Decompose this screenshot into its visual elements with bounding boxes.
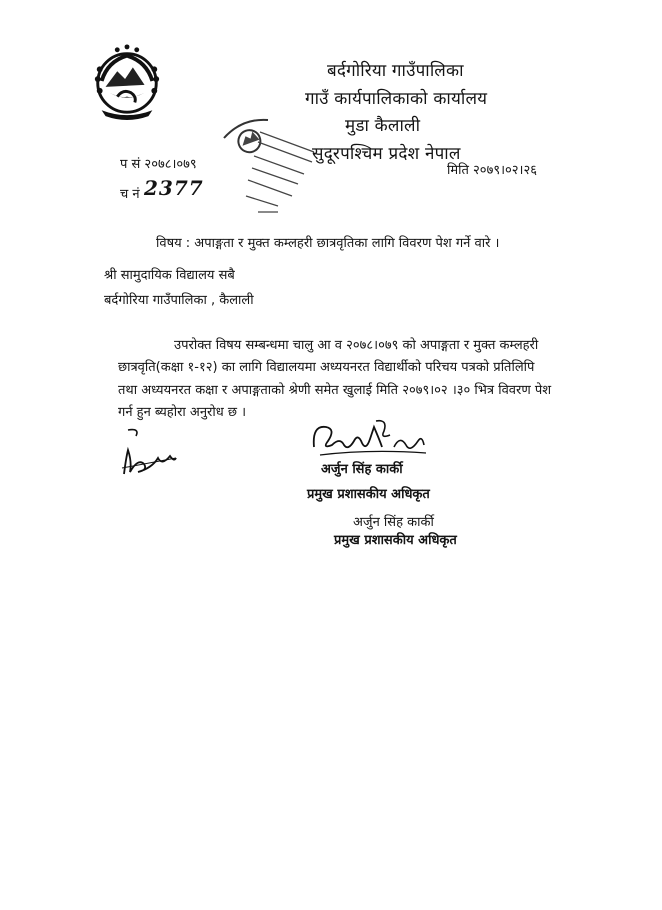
letter-date: मिति २०७९।०२।२६: [447, 163, 537, 178]
subject-line: विषय : अपाङ्गता र मुक्त कम्लहरी छात्रवृतिका लागि विवरण पेश गर्ने वारे ।: [156, 236, 500, 251]
letterhead-province: सुदूरपश्चिम प्रदेश नेपाल: [312, 144, 461, 164]
typed-officer-name: अर्जुन सिंह कार्की: [353, 515, 434, 530]
body-line2: छात्रवृति(कक्षा १-१२) का लागि विद्यालयमा अध्ययनरत विद्यार्थीको परिचय पत्रको प्रतिलिपि: [118, 360, 535, 375]
chalani-label: च नं: [120, 187, 140, 202]
patra-sankhya: प सं २०७८।०७९: [120, 157, 197, 172]
typed-officer-title: प्रमुख प्रशासकीय अधिकृत: [334, 533, 457, 548]
body-line3: तथा अध्ययनरत कक्षा र अपाङ्गताको श्रेणी समेत खुलाई मिति २०७९।०२ ।३० भित्र विवरण पेश: [118, 383, 552, 398]
letterhead-municipality: बर्दगोरिया गाउँपालिका: [327, 61, 464, 81]
office-seal-icon: [218, 112, 318, 222]
addressee-line2: बर्दगोरिया गाउँपालिका , कैलाली: [104, 293, 254, 308]
addressee-line1: श्री सामुदायिक विद्यालय सबै: [104, 268, 235, 283]
officer-signature: [310, 417, 430, 459]
body-line4: गर्न हुन ब्यहोरा अनुरोध छ ।: [118, 405, 247, 420]
stamp-officer-title: प्रमुख प्रशासकीय अधिकृत: [307, 487, 430, 502]
letterhead-office: गाउँ कार्यपालिकाको कार्यालय: [305, 89, 488, 109]
chalani-number: 2377: [144, 176, 204, 200]
nepal-emblem-icon: [88, 42, 166, 120]
letterhead-location: मुडा कैलाली: [345, 116, 421, 136]
body-line1: उपरोक्त विषय सम्बन्धमा चालु आ व २०७८।०७९ को अपाङ्गता र मुक्त कम्लहरी: [174, 338, 539, 353]
initial-signature: [118, 428, 180, 478]
stamp-officer-name: अर्जुन सिंह कार्की: [321, 462, 403, 477]
